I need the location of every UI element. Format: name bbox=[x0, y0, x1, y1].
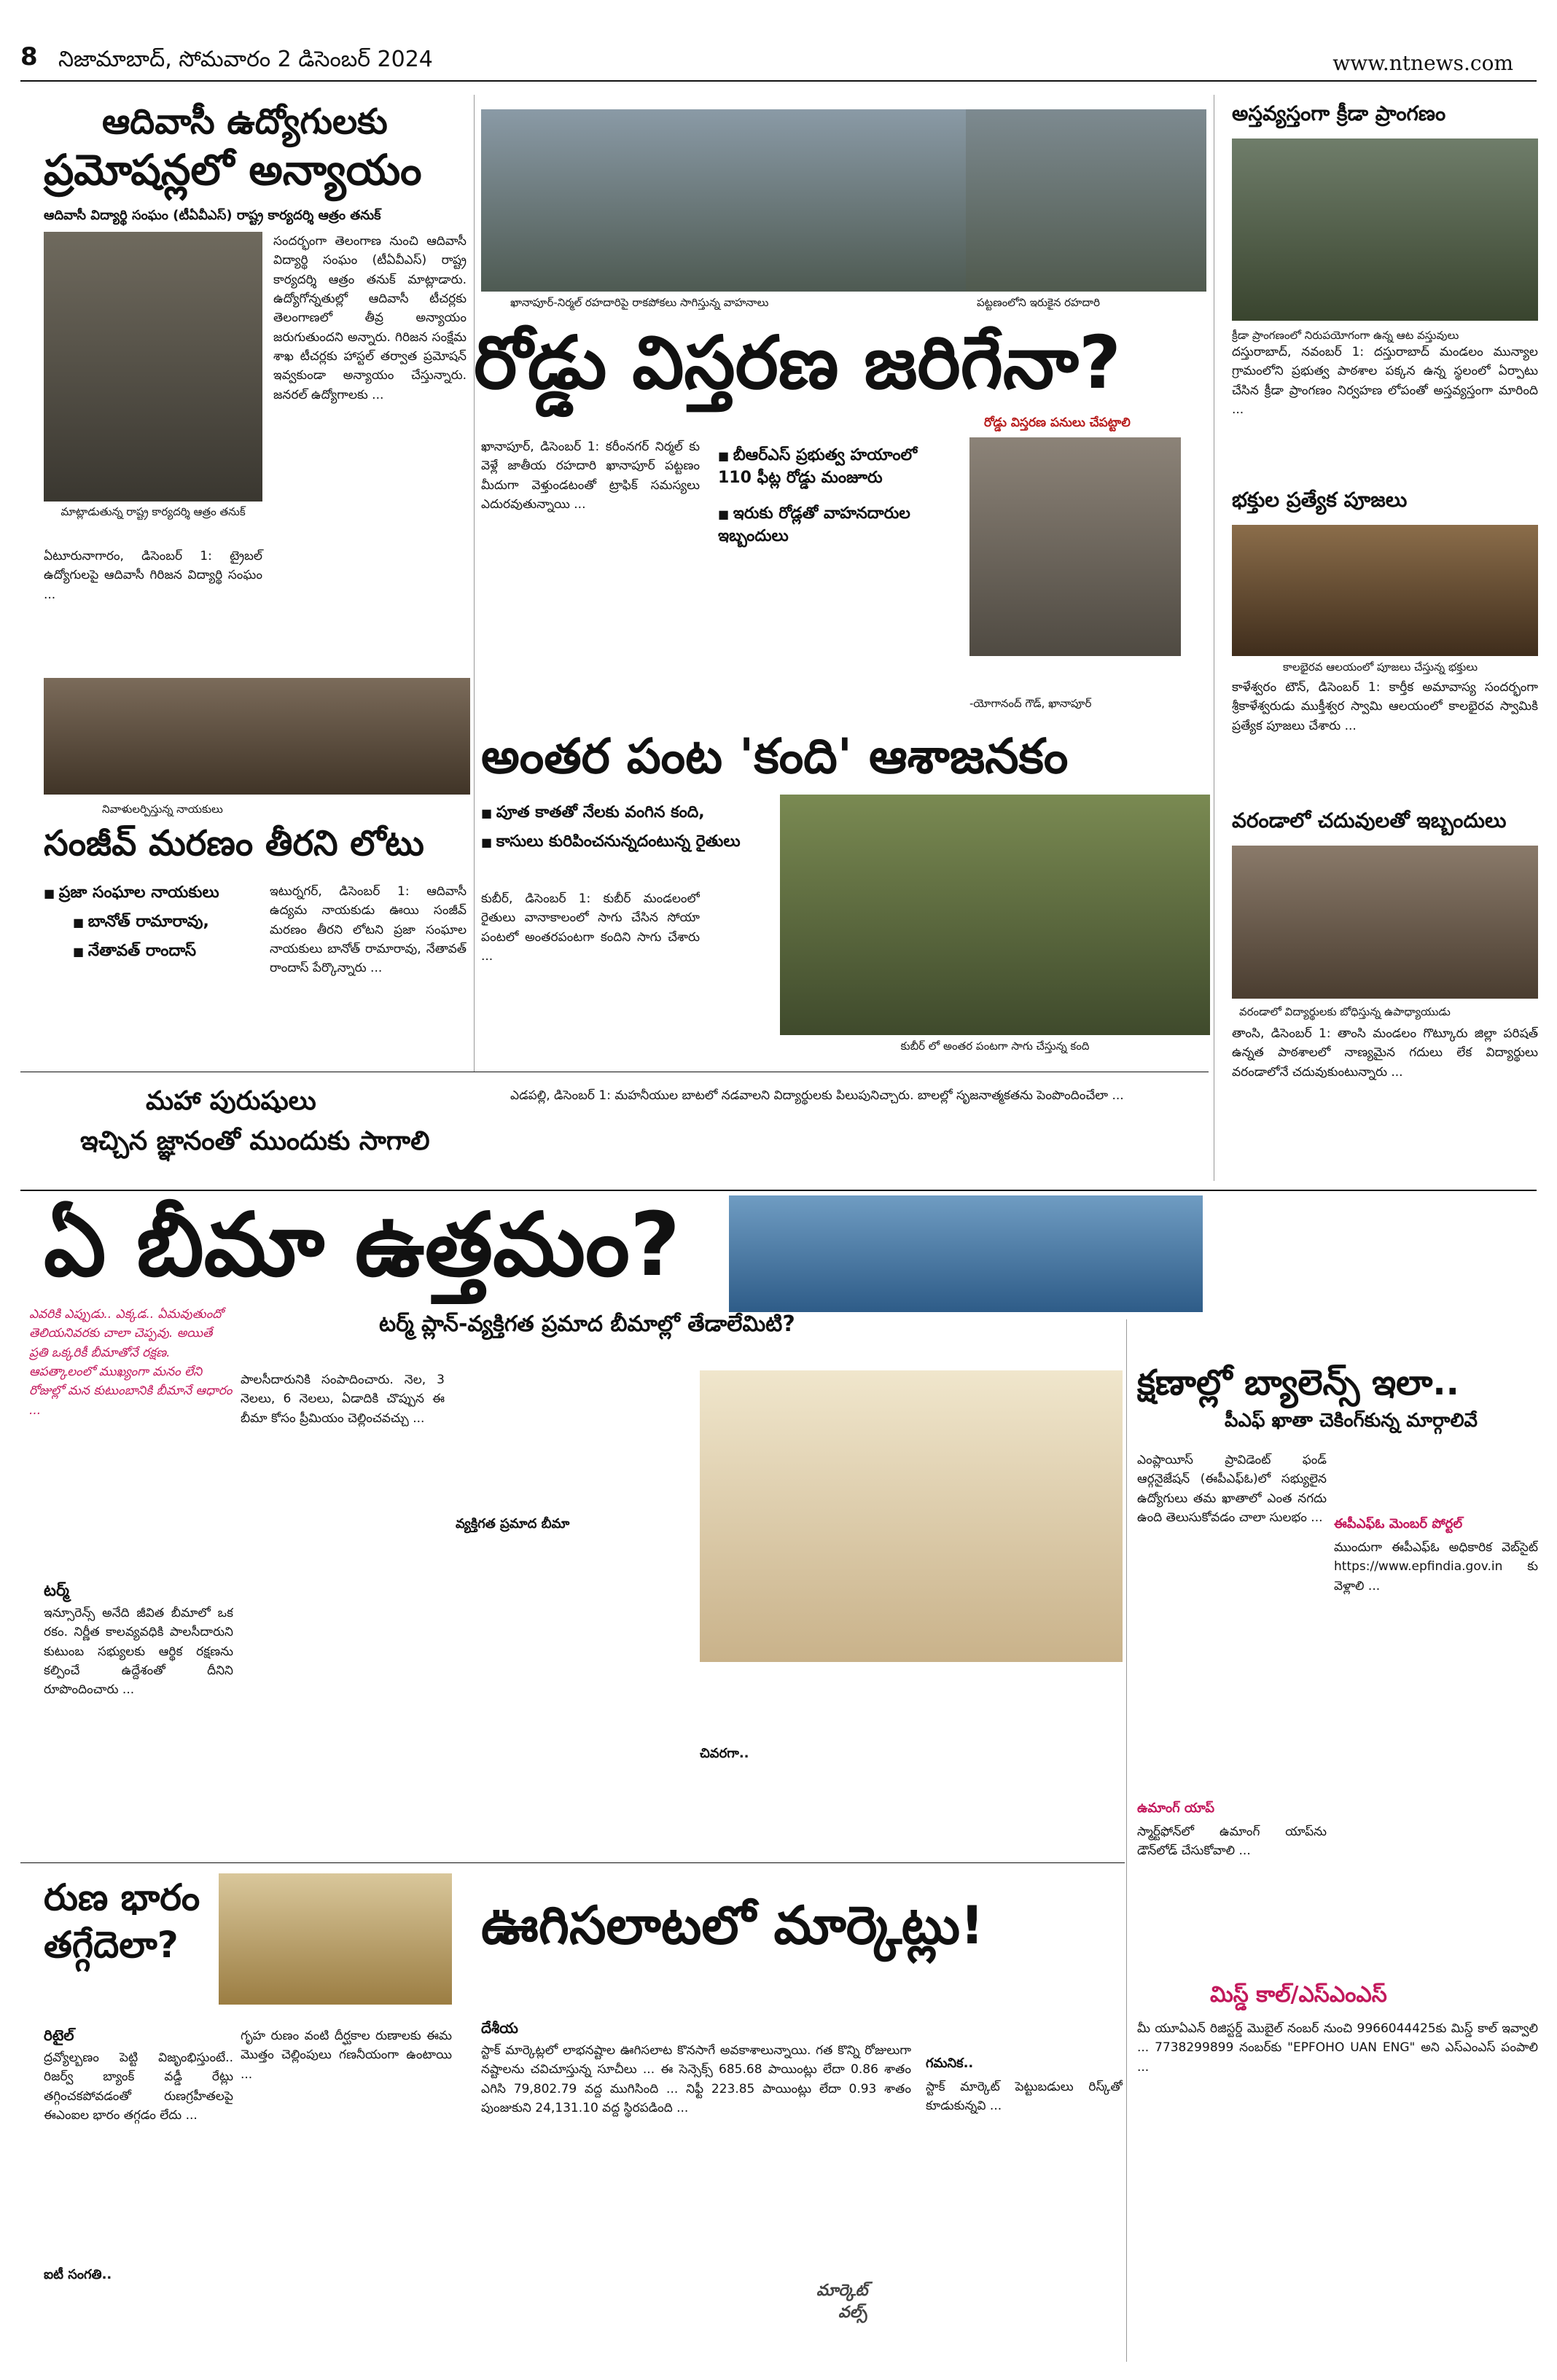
balance-body: ఎంప్లాయీస్ ప్రావిడెంట్ ఫండ్ ఆర్గనైజేషన్ (ఈపీఎఫ్‌ఓ)లో సభ్యులైన ఉద్యోగులు తమ ఖాతాలో ఎంత నగదు ఉంది తెలుసుకోవడం చాలా సులభం ... bbox=[1137, 1453, 1327, 1526]
loan-body: ద్రవ్యోల్బణం పెట్టి విజృంభిస్తుంటే.. రిజర్వ్ బ్యాంక్ వడ్డీ రేట్లు తగ్గించకపోవడంతో రుణగ్రహీతలపై ఈఎంఐల భారం తగ్గడం లేదు ... bbox=[44, 2051, 233, 2123]
feature-lead-wrap bbox=[44, 1582, 69, 1604]
story1-body: సందర్భంగా తెలంగాణ నుంచి ఆదివాసీ విద్యార్థి సంఘం (టీఏవీఎస్) రాష్ట్ర కార్యదర్శి ఆత్రం తనుక్ మాట్లాడారు. ఉద్యోగోన్నతుల్లో ఆదివాసీ టీచర్లకు తెలంగాణలో తీవ్ర అన్యాయం జరుగుతుందని అన్నారు. గిరిజన సంక్షేమ శాఖ టీచర్లకు హాస్టల్ తర్వాత ప్రమోషన్ ఇవ్వకుండా అన్యాయం చేస్తున్నారు. జనరల్ ఉద్యోగాలకు ... bbox=[273, 234, 467, 402]
loan-lead-label: రిటైల్ bbox=[44, 2026, 74, 2044]
story2-photo-right bbox=[966, 109, 1206, 292]
story2-photo-left bbox=[481, 109, 1035, 292]
feature-illustration-2 bbox=[700, 1370, 1123, 1662]
story5-headline-line1: మహా పురుషులు bbox=[146, 1086, 316, 1116]
story2-kicker-left: ఖానాపూర్-నిర్మల్ రహదారిపై రాకపోకలు సాగిస్తున్న వాహనాలు bbox=[510, 296, 769, 309]
loan-body-2: గృహ రుణం వంటి దీర్ఘకాల రుణాలకు ఈమ మొత్తం చెల్లింపులు గణనీయంగా ఉంటాయి ... bbox=[241, 2029, 452, 2082]
section-rule bbox=[20, 1190, 1537, 1191]
right-photo-2 bbox=[1232, 525, 1538, 656]
story1-headline-line1: ఆదివాసీ ఉద్యోగులకు bbox=[102, 101, 388, 142]
right-head-2: భక్తుల ప్రత్యేక పూజలు bbox=[1232, 488, 1408, 512]
markets-lead-wrap bbox=[481, 2019, 518, 2040]
feature-sub2: చివరగా.. bbox=[700, 1746, 749, 1761]
site-url[interactable]: www.ntnews.com bbox=[1332, 51, 1513, 75]
feature-body-2: పాలసీదారునికి సంపాదించారు. నెల, 3 నెలలు, 6 నెలలు, ఏడాదికి చొప్పున ఈ బీమా కోసం ప్రీమియం చెల్లించవచ్చు ... bbox=[241, 1373, 445, 1426]
feature-headline: ఏ బీమా ఉత్తమం? bbox=[44, 1195, 681, 1296]
story4-photo bbox=[44, 678, 470, 795]
story4-bullet-2: ■ బానోత్ రామారావు, bbox=[73, 911, 292, 934]
markets-note-label: గమనిక.. bbox=[926, 2056, 974, 2071]
story2-photo-3 bbox=[969, 437, 1181, 656]
page-number: 8 bbox=[20, 42, 38, 71]
markets-note: స్టాక్ మార్కెట్ పెట్టుబడులు రిస్క్‌తో కూడుకున్నవి ... bbox=[926, 2080, 1123, 2114]
markets-logo-line1: మార్కెట్ bbox=[816, 2282, 868, 2300]
story1-photo-caption: మాట్లాడుతున్న రాష్ట్ర కార్యదర్శి ఆత్రం తనుక్ bbox=[61, 505, 246, 518]
loan-headline-line2: తగ్గేదెలా? bbox=[44, 1924, 179, 1966]
column-divider bbox=[1126, 1319, 1127, 2362]
right-body-2: కాళేశ్వరం టౌన్, డిసెంబర్ 1: కార్తీక అమావాస్య సందర్భంగా శ్రీకాళేశ్వరుడు ముక్తీశ్వర స్వామి ఆలయంలో కాలభైరవ స్వామికి ప్రత్యేక పూజలు చేశారు ... bbox=[1232, 680, 1538, 733]
loan-lead-wrap bbox=[44, 2026, 74, 2048]
balance-misscall-title: మిస్డ్ కాల్/ఎస్ఎంఎస్ bbox=[1210, 1982, 1387, 2008]
feature-illustration bbox=[729, 1195, 1203, 1312]
loan-sub1: ఐటీ సంగతి.. bbox=[44, 2267, 112, 2282]
story2-body: ఖానాపూర్, డిసెంబర్ 1: కరీంనగర్ నిర్మల్ కు వెళ్లే జాతీయ రహదారి ఖానాపూర్ పట్టణం మీదుగా వెళ్తుండటంతో ట్రాఫిక్ సమస్యలు ఎదురవుతున్నాయి ... bbox=[481, 440, 700, 512]
story4-bullet-3: ■ నేతావత్ రాందాస్ bbox=[73, 940, 292, 963]
story3-bullet-2: ■ కాసులు కురిపించనున్నదంటున్న రైతులు bbox=[481, 831, 773, 854]
section-rule bbox=[20, 1862, 1125, 1863]
markets-lead-label: దేశీయ bbox=[481, 2019, 518, 2037]
story1-headline-line2: ప్రమోషన్లలో అన్యాయం bbox=[44, 145, 422, 195]
right-photo-1 bbox=[1232, 138, 1538, 321]
balance-umang-title: ఉమాంగ్ యాప్ bbox=[1137, 1800, 1215, 1816]
feature-body: ఇన్సూరెన్స్ అనేది జీవిత బీమాలో ఒక రకం. నిర్ణీత కాలవ్యవధికి పాలసీదారుని కుటుంబ సభ్యులకు ఆర్థిక రక్షణను కల్పించే ఉద్దేశంతో దీనిని రూపొందించారు ... bbox=[44, 1606, 233, 1698]
feature-sub1: వ్యక్తిగత ప్రమాద బీమా bbox=[456, 1516, 570, 1532]
feature-subhead: టర్మ్ ప్లాన్-వ్యక్తిగత ప్రమాద బీమాల్లో తేడాలేమిటి? bbox=[379, 1311, 795, 1337]
balance-portal-body: ముందుగా ఈపీఎఫ్‌ఓ అధికారిక వెబ్‌సైట్ https://www.epfindia.gov.in కు వెళ్లాలి ... bbox=[1334, 1540, 1538, 1593]
markets-body: స్టాక్ మార్కెట్లలో లాభనష్టాల ఊగిసలాట కొనసాగే అవకాశాలున్నాయి. గత కొన్ని రోజులుగా నష్టాలను చవిచూస్తున్న సూచీలు ... ఈ సెన్సెక్స్ 685.68 పాయింట్లు లేదా 0.86 శాతం ఎగిసి 79,802.79 వద్ద ముగిసింది ... నిఫ్టీ 223.85 పాయింట్లు లేదా 0.93 శాతం పుంజుకుని 24,131.10 వద్ద స్థిరపడింది ... bbox=[481, 2043, 911, 2116]
story2-bullet-2: ■ ఇరుకు రోడ్లతో వాహనదారుల ఇబ్బందులు bbox=[718, 503, 951, 548]
balance-headline: క్షణాల్లో బ్యాలెన్స్ ఇలా.. bbox=[1137, 1362, 1459, 1403]
header-rule bbox=[20, 80, 1537, 82]
story2-byline: -యోగానంద్ గౌడ్, ఖానాపూర్ bbox=[969, 697, 1092, 710]
story4-kicker: నివాళులర్పిస్తున్న నాయకులు bbox=[102, 803, 223, 816]
story3-headline: అంతర పంట 'కంది' ఆశాజనకం bbox=[481, 728, 1069, 784]
story4-bullet-1: ■ ప్రజా సంఘాల నాయకులు bbox=[44, 882, 262, 905]
right-caption-2: కాలభైరవ ఆలయంలో పూజలు చేస్తున్న భక్తులు bbox=[1283, 660, 1478, 674]
story3-body: కుబీర్, డిసెంబర్ 1: కుబీర్ మండలంలో రైతులు వానాకాలంలో సాగు చేసిన సోయా పంటలో అంతరపంటగా కందిని సాగు చేశారు ... bbox=[481, 891, 700, 964]
right-head-3: వరండాలో చదువులతో ఇబ్బందులు bbox=[1232, 808, 1507, 832]
story1-subhead: ఆదివాసీ విద్యార్థి సంఘం (టీఏవీఎస్) రాష్ట్ర కార్యదర్శి ఆత్రం తనుక్ bbox=[44, 208, 381, 223]
story2-headline: రోడ్డు విస్తరణ జరిగేనా? bbox=[474, 320, 1121, 405]
story2-kicker-right: పట్టణంలోని ఇరుకైన రహదారి bbox=[977, 296, 1101, 309]
markets-logo-line2: వల్స్ bbox=[838, 2303, 867, 2322]
balance-misscall-body: మీ యూఏఎన్ రిజిస్టర్డ్ మొబైల్ నంబర్ నుంచి 9966044425కు మిస్డ్ కాల్ ఇవ్వాలి ... 7738299899 నంబర్‌కు "EPFOHO UAN ENG" అని ఎస్ఎంఎస్ పంపాలి ... bbox=[1137, 2021, 1538, 2075]
story2-red-tag: రోడ్డు విస్తరణ పనులు చేపట్టాలి bbox=[984, 415, 1131, 430]
balance-portal-title: ఈపీఎఫ్‌ఓ మెంబర్ పోర్టల్ bbox=[1334, 1516, 1463, 1532]
right-caption-1: క్రీడా ప్రాంగణంలో నిరుపయోగంగా ఉన్న ఆట వస్తువులు bbox=[1232, 329, 1459, 342]
dateline: నిజామాబాద్, సోమవారం 2 డిసెంబర్ 2024 bbox=[58, 47, 433, 72]
loan-illustration bbox=[219, 1873, 452, 2005]
story5-body: ఎడపల్లి, డిసెంబర్ 1: మహనీయుల బాటలో నడవాలని విద్యార్థులకు పిలుపునిచ్చారు. బాలల్లో సృజనాత్మకతను పెంపొందించేలా ... bbox=[510, 1088, 1124, 1103]
story5-headline-line2: ఇచ్చిన జ్ఞానంతో ముందుకు సాగాలి bbox=[80, 1126, 430, 1156]
right-body-1: దస్తురాబాద్, నవంబర్ 1: దస్తురాబాద్ మండలం మున్యాల గ్రామంలోని ప్రభుత్వ పాఠశాల పక్కన ఉన్న స్థలంలో ఏర్పాటు చేసిన క్రీడా ప్రాంగణం నిర్వహణ లోపంతో అస్తవ్యస్తంగా మారింది ... bbox=[1232, 345, 1538, 418]
loan-headline-line1: రుణ భారం bbox=[44, 1876, 200, 1919]
story1-lead: ఏటూరునాగారం, డిసెంబర్ 1: ట్రైబల్ ఉద్యోగులపై ఆదివాసీ గిరిజన విద్యార్థి సంఘం ... bbox=[44, 549, 262, 602]
markets-headline: ఊగిసలాటలో మార్కెట్లు! bbox=[481, 1895, 984, 1956]
story3-bullet-1: ■ పూత కాతతో నేలకు వంగిన కంది, bbox=[481, 802, 773, 824]
story4-headline: సంజీవ్ మరణం తీరని లోటు bbox=[44, 823, 424, 864]
story1-photo bbox=[44, 232, 262, 502]
balance-umang-body: స్మార్ట్‌ఫోన్‌లో ఉమాంగ్ యాప్‌ను డౌన్‌లోడ్ చేసుకోవాలి ... bbox=[1137, 1825, 1327, 1859]
story4-body: ఇటుర్నగర్, డిసెంబర్ 1: ఆదివాసీ ఉద్యమ నాయకుడు ఊయి సంజీవ్ మరణం తీరని లోటని ప్రజా సంఘాల నాయకులు బానోత్ రామారావు, నేతావత్ రాందాస్ పేర్కొన్నారు ... bbox=[270, 884, 467, 976]
right-body-3: తాంసి, డిసెంబర్ 1: తాంసి మండలం గొట్కూరు జిల్లా పరిషత్ ఉన్నత పాఠశాలలో నాణ్యమైన గదులు లేక విద్యార్థులు వరండాలోనే చదువుకుంటున్నారు ... bbox=[1232, 1026, 1538, 1080]
story3-photo bbox=[780, 795, 1210, 1035]
balance-subhead: పీఎఫ్ ఖాతా చెకింగ్‌కున్న మార్గాలివే bbox=[1225, 1410, 1478, 1432]
right-kicker: అస్తవ్యస్తంగా క్రీడా ప్రాంగణం bbox=[1232, 101, 1446, 125]
feature-lead-label: టర్మ్ bbox=[44, 1582, 69, 1600]
story3-photo-caption: కుబీర్ లో అంతర పంటగా సాగు చేస్తున్న కంది bbox=[900, 1039, 1090, 1053]
column-divider bbox=[474, 95, 475, 1072]
right-caption-3: వరండాలో విద్యార్థులకు బోధిస్తున్న ఉపాధ్యాయుడు bbox=[1239, 1005, 1451, 1018]
story2-bullet-1: ■ బీఆర్ఎస్ ప్రభుత్వ హయాంలో 110 ఫీట్ల రోడ్డు మంజూరు bbox=[718, 445, 951, 490]
right-photo-3 bbox=[1232, 846, 1538, 999]
feature-intro: ఎవరికి ఎప్పుడు.. ఎక్కడ.. ఏమవుతుందో తెలియనివరకు చాలా చెప్పవు. అయితే ప్రతి ఒక్కరికీ బీమాతోనే రక్షణ. ఆపత్కాలంలో ముఖ్యంగా మనం లేని రోజుల్లో మన కుటుంబానికి బీమానే ఆధారం ... bbox=[29, 1307, 233, 1418]
